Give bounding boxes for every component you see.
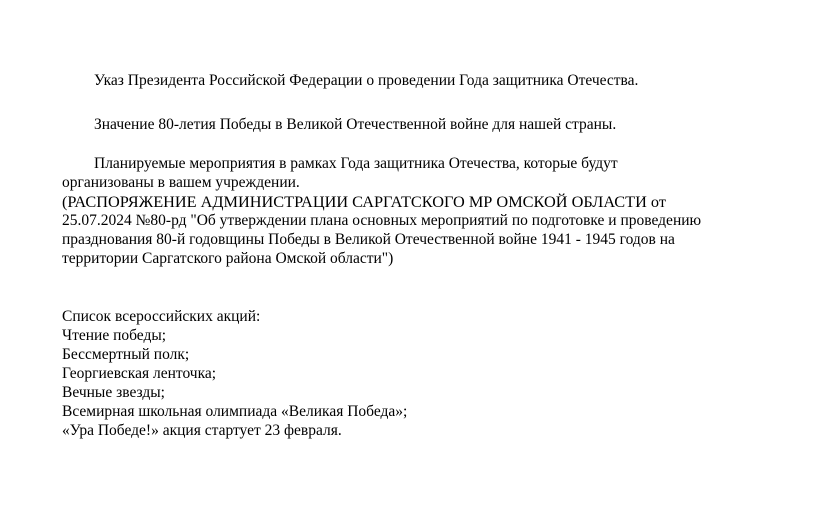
decree-paragraph xyxy=(62,71,829,90)
order-line-3: празднования 80-й годовщины Победы в Великой Отечественной войне 1941 - 1945 годов на xyxy=(62,231,675,248)
significance-text: Значение 80-летия Победы в Великой Отечественной войне для нашей страны. xyxy=(94,116,617,133)
order-title-line: (РАСПОРЯЖЕНИЕ АДМИНИСТРАЦИИ САРГАТСКОГО МР ОМСКОЙ ОБЛАСТИ от xyxy=(62,192,666,211)
list-item: Чтение победы; xyxy=(62,327,167,344)
order-line-2: 25.07.2024 №80-рд "Об утверждении плана основных мероприятий по подготовке и проведению xyxy=(62,212,702,229)
significance-paragraph xyxy=(62,115,829,134)
list-item: Всемирная школьная олимпиада «Великая Победа»; xyxy=(62,403,408,420)
planned-events-line-2: организованы в вашем учреждении. xyxy=(62,174,300,191)
planned-events-paragraph xyxy=(62,154,802,268)
list-item: Вечные звезды; xyxy=(62,384,165,401)
list-item: «Ура Победе!» акция стартует 23 февраля. xyxy=(62,422,342,439)
list-item: Георгиевская ленточка; xyxy=(62,365,217,382)
list-item: Бессмертный полк; xyxy=(62,346,190,363)
planned-events-line-1: Планируемые мероприятия в рамках Года защитника Отечества, которые будут xyxy=(94,155,618,172)
actions-list xyxy=(62,307,802,440)
actions-list-heading: Список всероссийских акций: xyxy=(62,308,261,325)
order-line-4: территории Саргатского района Омской области") xyxy=(62,250,394,267)
decree-text: Указ Президента Российской Федерации о проведении Года защитника Отечества. xyxy=(94,72,639,89)
